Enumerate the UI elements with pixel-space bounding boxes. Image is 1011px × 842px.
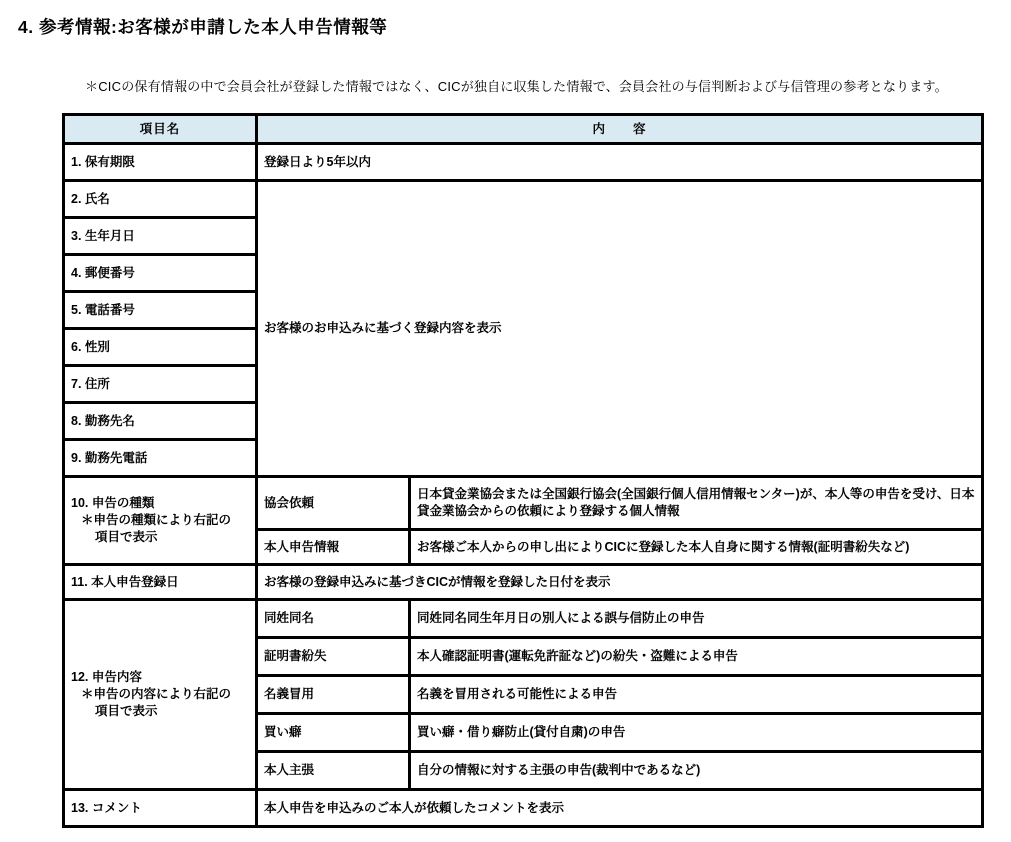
table-row bbox=[64, 790, 983, 827]
row4-label: 4. 郵便番号 bbox=[64, 255, 257, 292]
row13-content: 本人申告を申込みのご本人が依頼したコメントを表示 bbox=[257, 790, 983, 827]
row10-subdesc-0: 日本貸金業協会または全国銀行協会(全国銀行個人信用情報センター)が、本人等の申告を受け、日本貸金業協会からの依頼により登録する個人情報 bbox=[410, 477, 983, 530]
row1-label: 1. 保有期限 bbox=[64, 144, 257, 181]
row12-label bbox=[64, 600, 257, 790]
table-row bbox=[64, 144, 983, 181]
row12-label-line1: 12. 申告内容 bbox=[71, 670, 142, 685]
header-content-col: 内 容 bbox=[257, 115, 983, 144]
table-row bbox=[64, 565, 983, 600]
row12-label-line2: ＊申告の内容により右記の bbox=[81, 687, 232, 702]
row9-label: 9. 勤務先電話 bbox=[64, 440, 257, 477]
row10-label-line2: ＊申告の種類により右記の bbox=[81, 513, 232, 528]
page-note: ＊CICの保有情報の中で会員会社が登録した情報ではなく、CICが独自に収集した情報で、会員会社の与信判断および与信管理の参考となります。 bbox=[85, 79, 948, 94]
table-header-row bbox=[64, 115, 983, 144]
table-row bbox=[64, 600, 983, 638]
row12-subtype-4: 本人主張 bbox=[257, 752, 410, 790]
row10-label-line3: 項目で表示 bbox=[95, 529, 158, 544]
row3-label: 3. 生年月日 bbox=[64, 218, 257, 255]
row11-content: お客様の登録申込みに基づきCICが情報を登録した日付を表示 bbox=[257, 565, 983, 600]
header-item-col: 項目名 bbox=[64, 115, 257, 144]
row10-subtype-1: 本人申告情報 bbox=[257, 530, 410, 565]
row12-subdesc-1: 本人確認証明書(運転免許証など)の紛失・盗難による申告 bbox=[410, 638, 983, 676]
row12-label-line3: 項目で表示 bbox=[95, 703, 158, 718]
row12-subdesc-0: 同姓同名同生年月日の別人による誤与信防止の申告 bbox=[410, 600, 983, 638]
row5-label: 5. 電話番号 bbox=[64, 292, 257, 329]
personal-rows-content: お客様のお申込みに基づく登録内容を表示 bbox=[257, 181, 983, 477]
row12-subdesc-4: 自分の情報に対する主張の申告(裁判中であるなど) bbox=[410, 752, 983, 790]
table-row bbox=[64, 477, 983, 530]
row6-label: 6. 性別 bbox=[64, 329, 257, 366]
info-table-container bbox=[62, 113, 984, 828]
row13-label: 13. コメント bbox=[64, 790, 257, 827]
row12-subtype-2: 名義冒用 bbox=[257, 676, 410, 714]
row10-subtype-0: 協会依頼 bbox=[257, 477, 410, 530]
row12-subtype-0: 同姓同名 bbox=[257, 600, 410, 638]
row12-subdesc-2: 名義を冒用される可能性による申告 bbox=[410, 676, 983, 714]
row10-subdesc-1: お客様ご本人からの申し出によりCICに登録した本人自身に関する情報(証明書紛失など) bbox=[410, 530, 983, 565]
row2-label: 2. 氏名 bbox=[64, 181, 257, 218]
row8-label: 8. 勤務先名 bbox=[64, 403, 257, 440]
row12-subtype-3: 買い癖 bbox=[257, 714, 410, 752]
row12-subtype-1: 証明書紛失 bbox=[257, 638, 410, 676]
page-title: 4. 参考情報:お客様が申請した本人申告情報等 bbox=[18, 17, 388, 37]
row10-label bbox=[64, 477, 257, 565]
row12-subdesc-3: 買い癖・借り癖防止(貸付自粛)の申告 bbox=[410, 714, 983, 752]
row7-label: 7. 住所 bbox=[64, 366, 257, 403]
row10-label-line1: 10. 申告の種類 bbox=[71, 496, 155, 511]
row1-content: 登録日より5年以内 bbox=[257, 144, 983, 181]
row11-label: 11. 本人申告登録日 bbox=[64, 565, 257, 600]
table-row bbox=[64, 181, 983, 218]
info-table bbox=[62, 113, 984, 828]
